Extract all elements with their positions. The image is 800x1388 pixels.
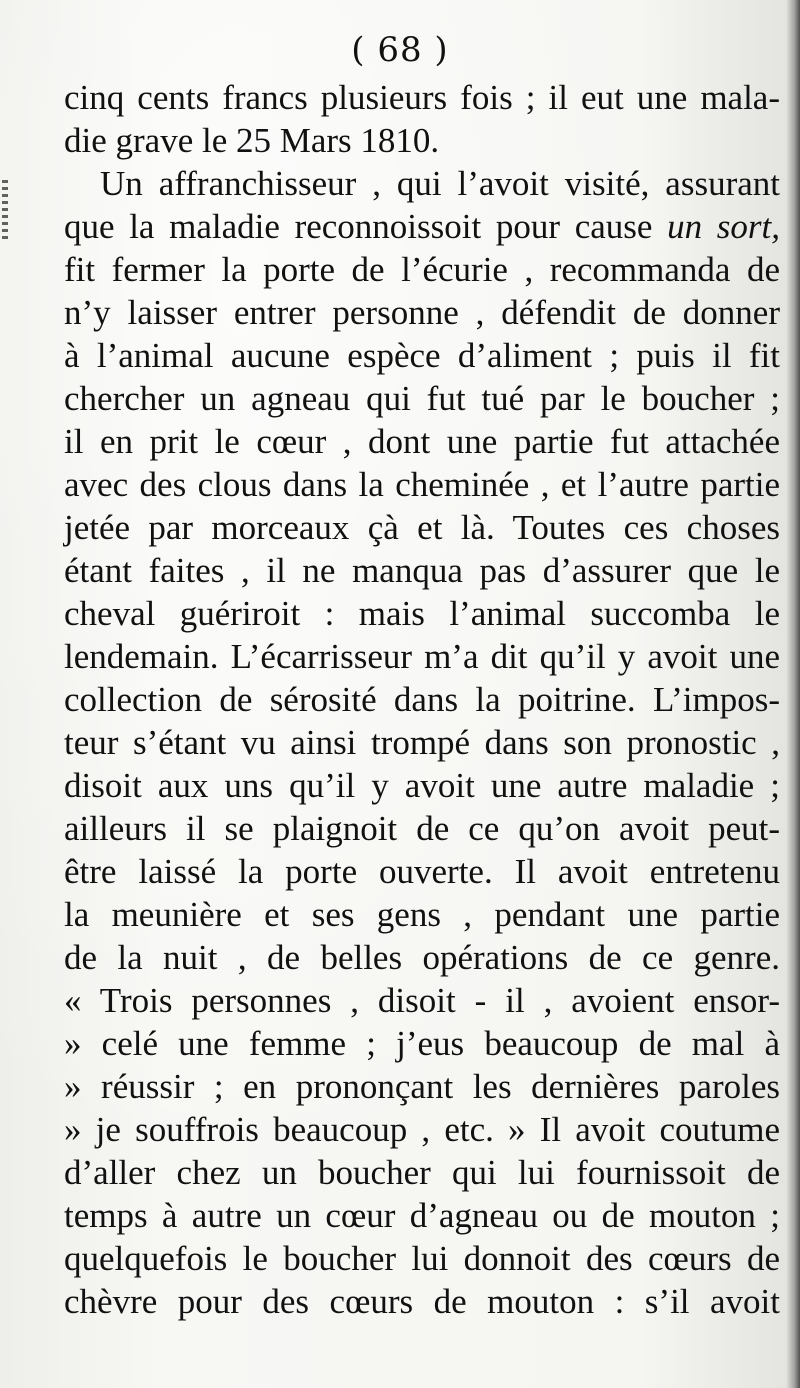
text-line bbox=[64, 635, 780, 678]
text-line bbox=[64, 678, 780, 721]
scan-margin-mark bbox=[2, 180, 8, 240]
text-line-content: die grave le 25 Mars 1810. bbox=[64, 121, 440, 160]
text-line bbox=[64, 506, 780, 549]
text-line bbox=[64, 76, 780, 119]
text-line-content: » celé une femme ; j’eus beaucoup de mal à bbox=[64, 1024, 780, 1063]
text-line-content: d’aller chez un boucher qui lui fournissoit de bbox=[64, 1153, 780, 1192]
text-line-content: être laissé la porte ouverte. Il avoit entretenu bbox=[64, 852, 780, 891]
text-line bbox=[64, 979, 780, 1022]
text-line bbox=[64, 764, 780, 807]
text-line-content: « Trois personnes , disoit - il , avoient ensor- bbox=[64, 981, 780, 1020]
text-line-content: ailleurs il se plaignoit de ce qu’on avoit peut- bbox=[64, 809, 780, 848]
text-line-content: que la maladie reconnoissoit pour cause bbox=[64, 207, 668, 246]
page-number: ( 68 ) bbox=[351, 30, 449, 70]
binding-shadow bbox=[786, 0, 800, 1388]
text-line-content: de la nuit , de belles opérations de ce genre. bbox=[64, 938, 780, 977]
text-line bbox=[64, 1151, 780, 1194]
text-line bbox=[64, 119, 780, 162]
text-line-content: fit fermer la porte de l’écurie , recommanda de bbox=[64, 250, 780, 289]
text-line-content: à l’animal aucune espèce d’aliment ; puis il fit bbox=[64, 336, 780, 375]
text-line-content: chercher un agneau qui fut tué par le boucher ; bbox=[64, 379, 780, 418]
text-line bbox=[64, 248, 780, 291]
text-line bbox=[64, 205, 780, 248]
text-line-content: teur s’étant vu ainsi trompé dans son pronostic , bbox=[64, 723, 780, 762]
text-line-content: » réussir ; en prononçant les dernières paroles bbox=[64, 1067, 780, 1106]
text-line-content: lendemain. L’écarrisseur m’a dit qu’il y avoit une bbox=[64, 637, 780, 676]
text-line-content: cheval guériroit : mais l’animal succomba le bbox=[64, 594, 780, 633]
text-line bbox=[64, 162, 780, 205]
text-line-content: étant faites , il ne manqua pas d’assurer que le bbox=[64, 551, 780, 590]
text-line bbox=[64, 850, 780, 893]
text-line-content: la meunière et ses gens , pendant une partie bbox=[64, 895, 780, 934]
text-line bbox=[64, 1280, 780, 1323]
text-line bbox=[64, 334, 780, 377]
text-line-content: » je souffrois beaucoup , etc. » Il avoit coutume bbox=[64, 1110, 780, 1149]
text-line bbox=[64, 291, 780, 334]
text-line bbox=[64, 721, 780, 764]
text-line-content: jetée par morceaux çà et là. Toutes ces choses bbox=[64, 508, 780, 547]
text-line-content: cinq cents francs plusieurs fois ; il eut une mala- bbox=[64, 78, 780, 117]
text-line bbox=[64, 1237, 780, 1280]
italic-phrase: un sort, bbox=[667, 207, 780, 246]
text-line-content: quelquefois le boucher lui donnoit des cœurs de bbox=[64, 1239, 780, 1278]
text-line bbox=[64, 420, 780, 463]
text-line-content: avec des clous dans la cheminée , et l’autre partie bbox=[64, 465, 780, 504]
text-line bbox=[64, 1022, 780, 1065]
body-text bbox=[64, 76, 780, 1323]
text-line bbox=[64, 1108, 780, 1151]
text-line bbox=[64, 1194, 780, 1237]
text-line-content: Un affranchisseur , qui l’avoit visité, assurant bbox=[100, 164, 780, 203]
text-line-content: il en prit le cœur , dont une partie fut attachée bbox=[64, 422, 780, 461]
text-line-content: collection de sérosité dans la poitrine. L’impos- bbox=[64, 680, 780, 719]
text-line-content: n’y laisser entrer personne , défendit de donner bbox=[64, 293, 780, 332]
text-line bbox=[64, 463, 780, 506]
text-line bbox=[64, 893, 780, 936]
text-line bbox=[64, 549, 780, 592]
text-line bbox=[64, 377, 780, 420]
text-line bbox=[64, 592, 780, 635]
text-line bbox=[64, 807, 780, 850]
text-line bbox=[64, 936, 780, 979]
text-line-content: chèvre pour des cœurs de mouton : s’il avoit bbox=[64, 1282, 780, 1321]
text-line bbox=[64, 1065, 780, 1108]
text-line-content: temps à autre un cœur d’agneau ou de mouton ; bbox=[64, 1196, 780, 1235]
text-line-content: disoit aux uns qu’il y avoit une autre maladie ; bbox=[64, 766, 780, 805]
